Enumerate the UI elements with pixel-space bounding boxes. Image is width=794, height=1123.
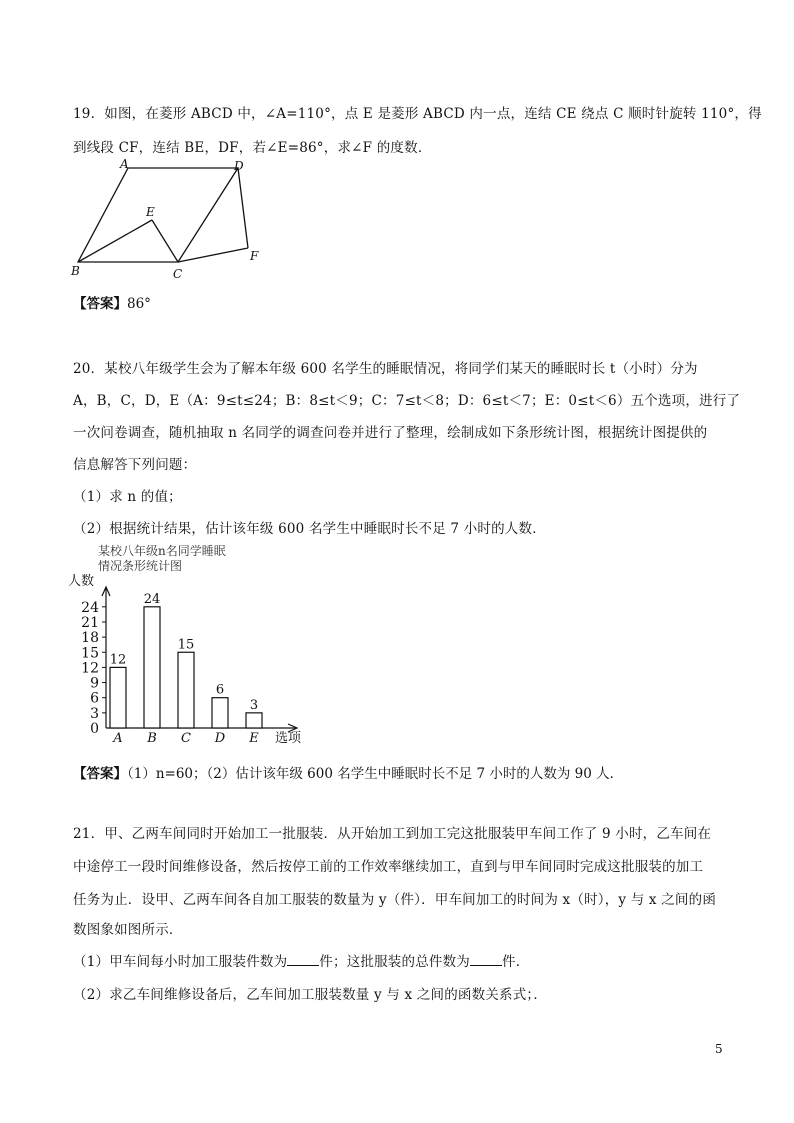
x-tick-label-A: A [113, 731, 123, 746]
q21-sub1 [73, 950, 529, 970]
y-tick-label-6: 6 [90, 690, 99, 707]
answer-text: 86° [127, 296, 151, 312]
answer-blank-2[interactable] [470, 953, 502, 966]
label-b: B [71, 264, 80, 278]
q21-sub1-part-b: 件；这批服装的总件数为 [319, 954, 470, 970]
label-f: F [250, 249, 259, 263]
q21-sub1-part-a: （1）甲车间每小时加工服装件数为 [73, 954, 288, 970]
data-label-C: 15 [177, 637, 195, 653]
segment-ce [152, 220, 178, 262]
y-tick-label-12: 12 [81, 660, 99, 677]
y-tick-label-3: 3 [90, 705, 99, 722]
bar-B [144, 607, 160, 728]
x-tick-label-B: B [147, 731, 157, 746]
rhombus-figure [68, 158, 268, 283]
sleep-bar-chart [68, 542, 318, 747]
answer-label: 【答案】 [73, 296, 127, 312]
q20-text-line2: A，B，C，D，E（A：9≤t≤24；B：8≤t＜9；C：7≤t＜8；D：6≤t＜7；E：0≤t＜6）五个选项，进行了 [73, 393, 741, 409]
y-tick-label-21: 21 [81, 614, 99, 631]
q20-text-line3: 一次问卷调查，随机抽取 n 名同学的调查问卷并进行了整理，绘制成如下条形统计图，根据统计图提供的 [73, 425, 708, 441]
answer-text: （1）n=60；（2）估计该年级 600 名学生中睡眠时长不足 7 小时的人数为 90 人． [127, 766, 624, 782]
chart-title-line1: 某校八年级n名同学睡眠 [98, 544, 226, 558]
q21-text-line4: 数图象如图所示． [73, 922, 183, 938]
bar-C [178, 652, 194, 728]
chart-title-line2: 情况条形统计图 [98, 559, 183, 573]
q19-text-line1: 19．如图，在菱形 ABCD 中，∠A=110°，点 E 是菱形 ABCD 内一点，连结 CE 绕点 C 顺时针旋转 110°，得 [73, 106, 762, 122]
data-label-D: 6 [215, 682, 225, 698]
label-c: C [173, 267, 183, 281]
x-tick-label-E: E [249, 731, 259, 746]
q21-sub1-part-c: 件． [502, 954, 530, 970]
q21-sub2: （2）求乙车间维修设备后，乙车间加工服装数量 y 与 x 之间的函数关系式；． [73, 987, 548, 1003]
segment-cf [178, 248, 248, 262]
q20-answer [73, 762, 623, 782]
chart-xlabel: 选项 [275, 731, 302, 746]
y-tick-label-0: 0 [90, 721, 99, 737]
data-label-B: 24 [143, 591, 161, 607]
y-tick-label-24: 24 [81, 599, 99, 616]
label-a: A [120, 158, 129, 171]
q20-text-line1: 20．某校八年级学生会为了解本年级 600 名学生的睡眠情况，将同学们某天的睡眠时长 t（小时）分为 [73, 361, 698, 377]
y-tick-label-18: 18 [81, 630, 99, 647]
page-number: 5 [715, 1042, 723, 1056]
bar-E [246, 713, 262, 728]
y-tick-label-15: 15 [81, 645, 99, 662]
segment-df [238, 168, 248, 248]
q21-text-line1: 21．甲、乙两车间同时开始加工一批服装．从开始加工到加工完这批服装甲车间工作了 9 小时，乙车间在 [73, 826, 712, 842]
q19-answer [73, 292, 151, 312]
data-label-A: 12 [109, 652, 127, 668]
bar-D [212, 698, 228, 728]
q20-sub1: （1）求 n 的值； [73, 489, 182, 505]
q20-text-line4: 信息解答下列问题： [73, 457, 197, 473]
label-e: E [146, 205, 155, 219]
label-d: D [234, 159, 244, 173]
y-tick-label-9: 9 [90, 675, 99, 692]
data-label-E: 3 [249, 697, 259, 713]
x-tick-label-C: C [181, 731, 191, 746]
answer-label: 【答案】 [73, 766, 127, 782]
x-tick-label-D: D [214, 731, 226, 746]
bar-A [110, 667, 126, 728]
chart-ylabel: 人数 [68, 574, 95, 589]
q20-sub2: （2）根据统计结果，估计该年级 600 名学生中睡眠时长不足 7 小时的人数． [73, 521, 546, 537]
answer-blank-1[interactable] [287, 953, 319, 966]
q21-text-line2: 中途停工一段时间维修设备，然后按停工前的工作效率继续加工，直到与甲车间同时完成这批服装的加工 [73, 859, 704, 875]
q21-text-line3: 任务为止．设甲、乙两车间各自加工服装的数量为 y（件）．甲车间加工的时间为 x（时），y 与 x 之间的函 [73, 892, 717, 908]
q19-text-line2: 到线段 CF，连结 BE，DF，若∠E=86°，求∠F 的度数． [73, 140, 432, 156]
